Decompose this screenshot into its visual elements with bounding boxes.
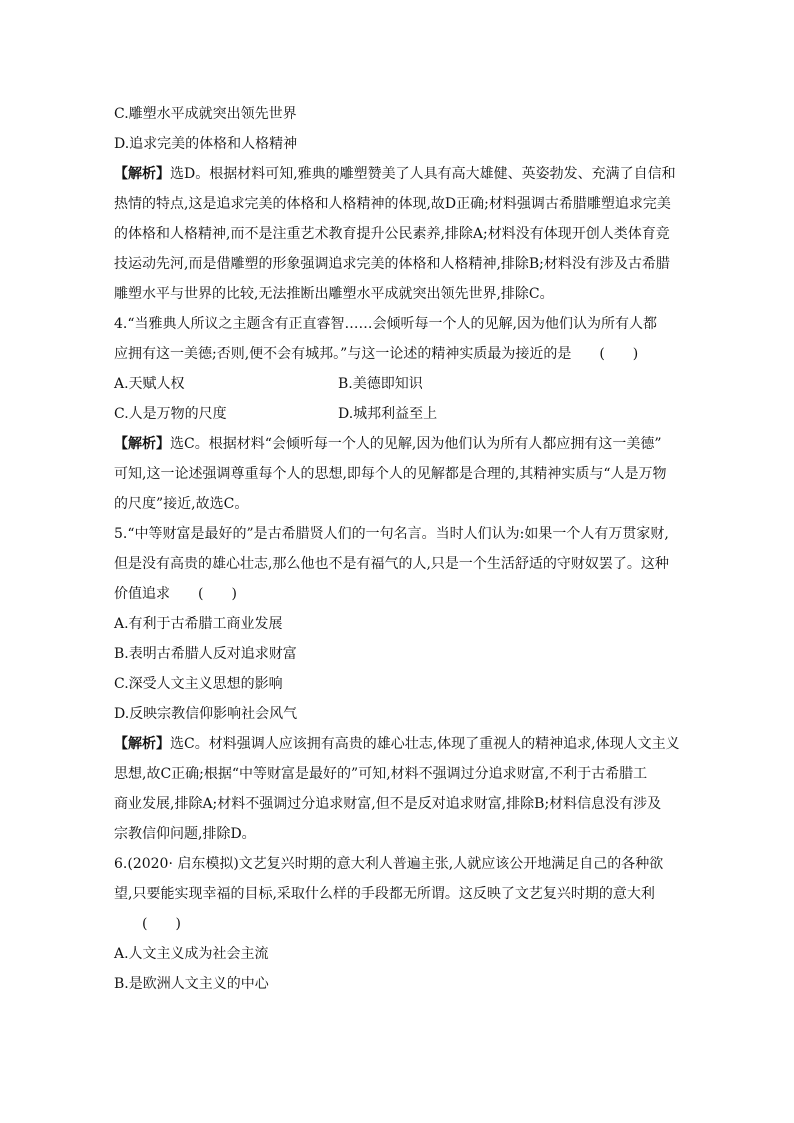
q5-analysis-line-1: 【解析】选C。材料强调人应该拥有高贵的雄心壮志,体现了重视人的精神追求,体现人文主义 bbox=[114, 736, 680, 752]
q5-option-a: A.有利于古希腊工商业发展 bbox=[114, 616, 283, 632]
analysis-tag: 【解析】 bbox=[114, 166, 170, 182]
q3-analysis-line-1: 【解析】选D。根据材料可知,雅典的雕塑赞美了人具有高大雄健、英姿勃发、充满了自信和 bbox=[114, 166, 676, 182]
analysis-tag: 【解析】 bbox=[114, 436, 170, 452]
q6-stem-line-1: 6.(2020· 启东模拟)文艺复兴时期的意大利人普遍主张,人就应该公开地满足自己的各种欲 bbox=[114, 856, 664, 872]
q4-analysis-line-1: 【解析】选C。根据材料“会倾听每一个人的见解,因为他们认为所有人都应拥有这一美德” bbox=[114, 436, 662, 452]
q4-options-row-1 bbox=[114, 374, 423, 394]
q6-stem-line-3: ( ) bbox=[114, 916, 181, 932]
q5-analysis-line-2: 思想,故C正确;根据“中等财富是最好的”可知,材料不强调过分追求财富,不利于古希腊工 bbox=[114, 766, 648, 782]
q5-option-b: B.表明古希腊人反对追求财富 bbox=[114, 646, 297, 662]
q3-option-c: C.雕塑水平成就突出领先世界 bbox=[114, 106, 297, 122]
q3-option-d: D.追求完美的体格和人格精神 bbox=[114, 136, 298, 152]
q4-analysis-line-3: 的尺度”接近,故选C。 bbox=[114, 496, 249, 512]
q5-analysis-line-3: 商业发展,排除A;材料不强调过分追求财富,但不是反对追求财富,排除B;材料信息没有涉及 bbox=[114, 796, 662, 812]
q5-stem-line-2: 但是没有高贵的雄心壮志,那么他也不是有福气的人,只是一个生活舒适的守财奴罢了。这种 bbox=[114, 556, 669, 572]
q4-option-a: A.天赋人权 bbox=[114, 376, 185, 392]
q5-stem-line-3: 价值追求 ( ) bbox=[114, 586, 237, 602]
q4-stem-line-2: 应拥有这一美德;否则,便不会有城邦。”与这一论述的精神实质最为接近的是 ( ) bbox=[114, 346, 639, 362]
q6-option-b: B.是欧洲人文主义的中心 bbox=[114, 976, 269, 992]
q4-option-c: C.人是万物的尺度 bbox=[114, 406, 227, 422]
q4-analysis-line-2: 可知,这一论述强调尊重每个人的思想,即每个人的见解都是合理的,其精神实质与“人是万物 bbox=[114, 466, 667, 482]
q4-options-row-2 bbox=[114, 404, 438, 424]
q4-option-b: B.美德即知识 bbox=[338, 376, 423, 392]
q4-option-d: D.城邦利益至上 bbox=[338, 406, 438, 422]
q6-option-a: A.人文主义成为社会主流 bbox=[114, 946, 269, 962]
q3-analysis-line-4: 技运动先河,而是借雕塑的形象强调追求完美的体格和人格精神,排除B;材料没有涉及古希腊 bbox=[114, 256, 670, 272]
q5-option-d: D.反映宗教信仰影响社会风气 bbox=[114, 706, 298, 722]
q5-analysis-line-4: 宗教信仰问题,排除D。 bbox=[114, 826, 256, 842]
q4-stem-line-1: 4.“当雅典人所议之主题含有正直睿智……会倾听每一个人的见解,因为他们认为所有人都 bbox=[114, 316, 657, 332]
q6-stem-line-2: 望,只要能实现幸福的目标,采取什么样的手段都无所谓。这反映了文艺复兴时期的意大利 bbox=[114, 886, 655, 902]
q5-stem-line-1: 5.“中等财富是最好的”是古希腊贤人们的一句名言。当时人们认为:如果一个人有万贯家财, bbox=[114, 526, 669, 542]
q3-analysis-line-3: 的体格和人格精神,而不是注重艺术教育提升公民素养,排除A;材料没有体现开创人类体育竞 bbox=[114, 226, 670, 242]
q5-option-c: C.深受人文主义思想的影响 bbox=[114, 676, 283, 692]
analysis-tag: 【解析】 bbox=[114, 736, 170, 752]
q3-analysis-line-2: 热情的特点,这是追求完美的体格和人格精神的体现,故D正确;材料强调古希腊雕塑追求完美 bbox=[114, 196, 671, 212]
q3-analysis-line-5: 雕塑水平与世界的比较,无法推断出雕塑水平成就突出领先世界,排除C。 bbox=[114, 286, 554, 302]
